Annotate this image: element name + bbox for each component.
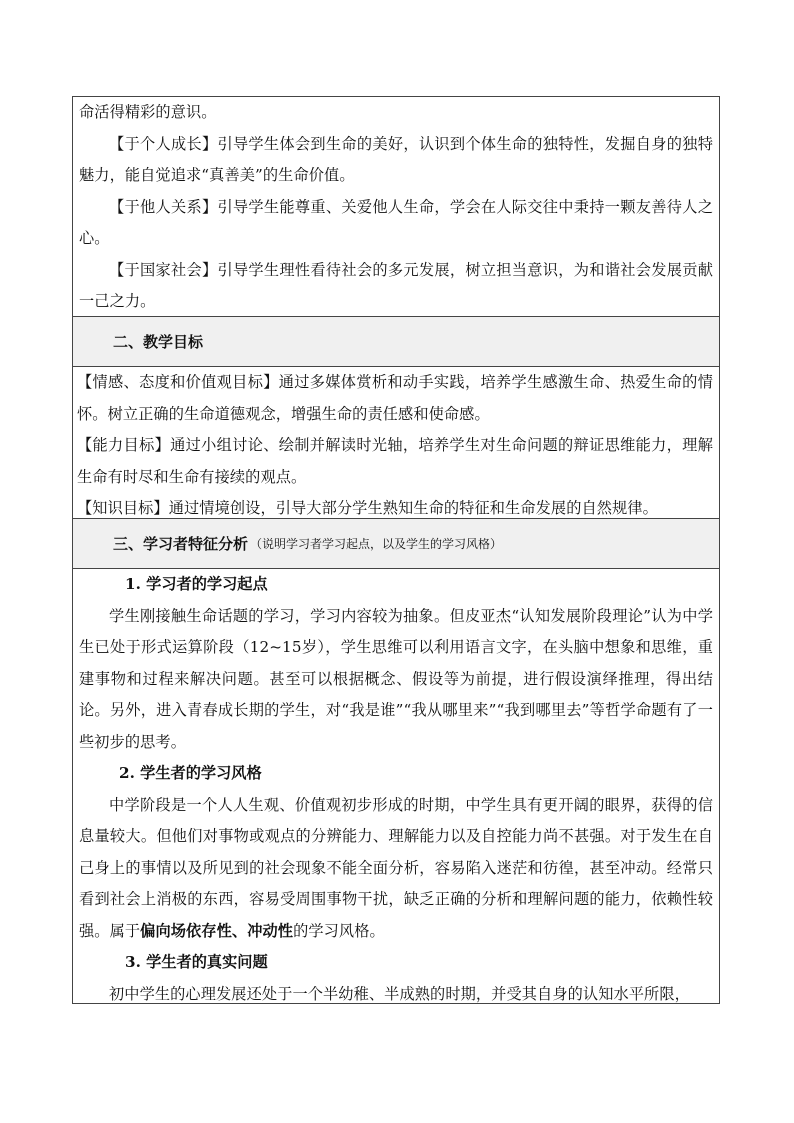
paragraph-society: 【于国家社会】引导学生理性看待社会的多元发展，树立担当意识，为和谐社会发展贡献一己之力。 — [79, 260, 713, 310]
learning-style-bold-1: 偏向场依存性 — [140, 921, 232, 940]
learner-analysis-cell — [73, 569, 719, 1003]
goal-ability: 【能力目标】通过小组讨论、绘制并解读时光轴，培养学生对生命问题的辩证思维能力，理解生命有时尽和生命有接续的观点。 — [77, 436, 713, 486]
subheading-learning-style: 2. 学生者的学习风格 — [119, 764, 262, 782]
paragraph-continued: 命活得精彩的意识。 — [79, 103, 217, 121]
paragraph-real-problems: 初中学生的心理发展还处于一个半幼稚、半成熟的时期，并受其自身的认知水平所限， — [109, 984, 690, 1003]
subheading-real-problems: 3. 学生者的真实问题 — [125, 953, 268, 971]
section-title: 二、教学目标 — [113, 333, 204, 351]
learning-style-end: 的学习风格。 — [293, 921, 385, 940]
subheading-starting-point: 1. 学习者的学习起点 — [125, 575, 268, 593]
learning-style-text: 中学阶段是一个人人生观、价值观初步形成的时期，中学生具有更开阔的眼界，获得的信息量较大。但他们对事物或观点的分辨能力、理解能力以及自控能力尚不甚强。对于发生在自己身上的事情以及所见到的社会现象不能全面分析，容易陷入迷茫和彷徨，甚至冲动。经常只看到社会上消极的东西，容易受周围事物干扰，缺乏正确的分析和理解问题的能力，依赖性较强。属于 — [79, 795, 713, 940]
learning-style-bold-2: 冲动性 — [247, 921, 294, 940]
paragraph-starting-point: 学生刚接触生命话题的学习，学习内容较为抽象。但皮亚杰“认知发展阶段理论”认为中学生已处于形式运算阶段（12~15岁），学生思维可以利用语言文字，在头脑中想象和思维，重建事物和过程来解决问题。甚至可以根据概念、假设等为前提，进行假设演绎推理，得出结论。另外，进入青春成长期的学生，对“我是谁”“我从哪里来”“我到哪里去”等哲学命题有了一些初步的思考。 — [79, 606, 713, 751]
section-header-learner-analysis — [73, 519, 719, 569]
goal-knowledge: 【知识目标】通过情境创设，引导大部分学生熟知生命的特征和生命发展的自然规律。 — [77, 499, 658, 517]
goal-emotion: 【情感、态度和价值观目标】通过多媒体赏析和动手实践，培养学生感激生命、热爱生命的情怀。树立正确的生命道德观念，增强生命的责任感和使命感。 — [77, 373, 713, 423]
values-cell — [73, 97, 719, 317]
section-header-teaching-goals — [73, 317, 719, 367]
paragraph-personal-growth: 【于个人成长】引导学生体会到生命的美好，认识到个体生命的独特性，发掘自身的独特魅力，能自觉追求“真善美”的生命价值。 — [79, 134, 713, 184]
teaching-goals-cell — [73, 367, 719, 519]
learning-style-sep: 、 — [231, 921, 248, 940]
paragraph-relations: 【于他人关系】引导学生能尊重、关爱他人生命，学会在人际交往中秉持一颗友善待人之心。 — [79, 197, 713, 247]
lesson-plan-table — [72, 96, 720, 1004]
section-title: 三、学习者特征分析 — [113, 535, 249, 553]
section-subtitle: （说明学习者学习起点，以及学生的学习风格） — [250, 537, 503, 551]
paragraph-learning-style — [79, 790, 713, 948]
